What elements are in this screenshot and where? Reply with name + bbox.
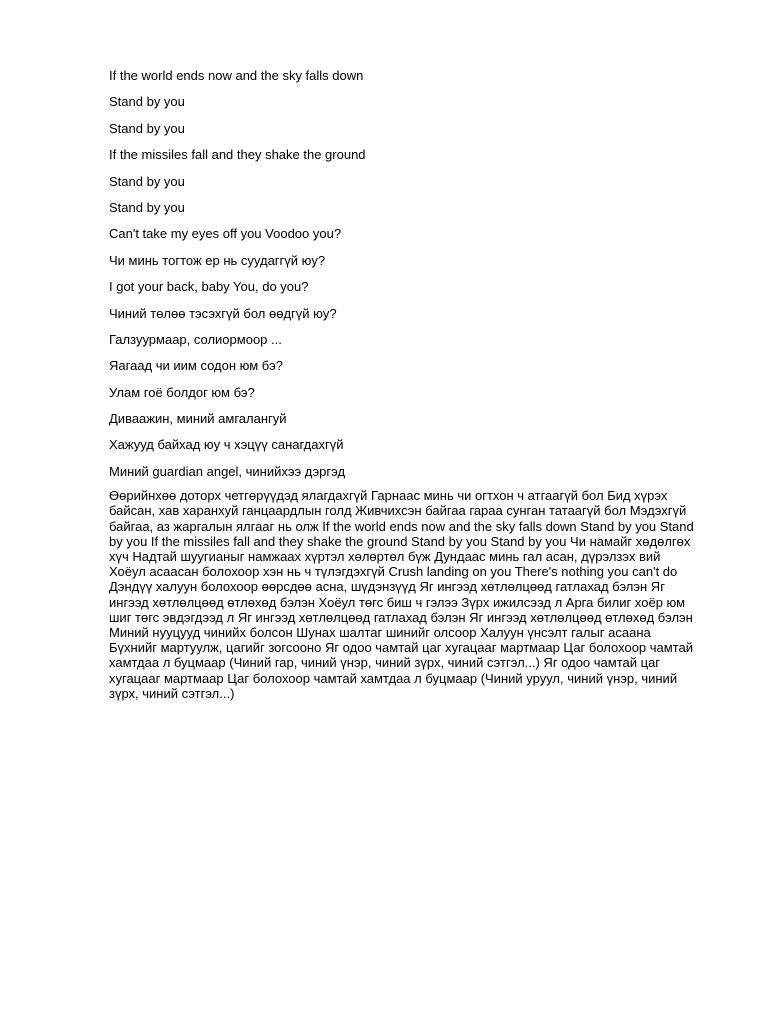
- lyric-line: Stand by you: [109, 94, 185, 110]
- lyric-line: Can't take my eyes off you Voodoo you?: [109, 226, 342, 242]
- lyric-line: Галзуурмаар, солиормоор ...: [109, 331, 282, 347]
- lyric-line: Stand by you: [109, 199, 185, 215]
- lyric-line: If the missiles fall and they shake the ground: [109, 147, 366, 163]
- lyric-line: Диваажин, миний амгалангуй: [109, 411, 287, 427]
- lyric-line: Миний guardian angel, чинийхээ дэргэд: [109, 463, 346, 479]
- lyric-line: Stand by you: [109, 173, 185, 189]
- lyric-paragraph: Өөрийнхөө доторх четгөрүүдэд ялагдахгүй Гарнаас минь чи огтхон ч атгаагүй бол Бид хүрэх байсан, хав харанхуй ганцаардлын голд Живчихсэн байгаа гараа сунган татаагүй бол Мэдэхгүй байгаа, аз жаргалын ялгааг нь олж If the world ends now and the sky falls down Stand by you Stand by you If the missiles fall and they shake the ground Stand by you Stand by you Чи намайг хөдөлгөх хүч Надтай шуугианыг намжаах хүртэл хөлөртөл бүж Дундаас минь гал асан, дүрэлзэх вий Хоёул асаасан болохоор хэн нь ч түлэгдэхгүй Crush landing on you There's nothing you can't do Дэндүү халуун болохоор өөрсдөө асна, шүдэнзүүд Яг ингээд хөтлөлцөөд гатлахад бэлэн Яг ингээд хөтлөлцөөд өтлөхөд бэлэн Хоёул төгс биш ч гэлээ Зүрх ижилсээд л Арга билиг хоёр юм шиг төгс эвдэгдээд л Яг ингээд хөтлөлцөөд гатлахад бэлэн Яг ингээд хөтлөлцөөд өтлөхөд бэлэн Миний нууцууд чинийх болсон Шунах шалтаг шинийг олсоор Халуун үнсэлт галыг асаана Бүхнийг мартуулж, цагийг зогсооно Яг одоо чамтай цаг хугацааг мартмаар Цаг болохоор чамтай хамтдаа л буцмаар (Чиний гар, чиний үнэр, чиний зүрх, чиний сэтгэл...) Яг одоо чамтай цаг хугацааг мартмаар Цаг болохоор чамтай хамтдаа л буцмаар (Чиний уруул, чиний үнэр, чиний зүрх, чиний сэтгэл...): [109, 488, 694, 701]
- lyric-line: I got your back, baby You, do you?: [109, 279, 309, 295]
- document-page: [109, 66, 697, 701]
- lyric-line: Хажууд байхад юу ч хэцүү санагдахгүй: [109, 437, 344, 453]
- lyric-line: Яагаад чи иим содон юм бэ?: [109, 358, 283, 374]
- lyric-line: Stand by you: [109, 120, 185, 136]
- lyric-line: If the world ends now and the sky falls down: [109, 68, 364, 83]
- lyric-line: Чи минь тогтож ер нь суудаггүй юу?: [109, 252, 326, 268]
- lyric-line: Улам гоё болдог юм бэ?: [109, 384, 255, 400]
- lyric-line: Чиний төлөө тэсэхгүй бол өөдгүй юу?: [109, 305, 337, 321]
